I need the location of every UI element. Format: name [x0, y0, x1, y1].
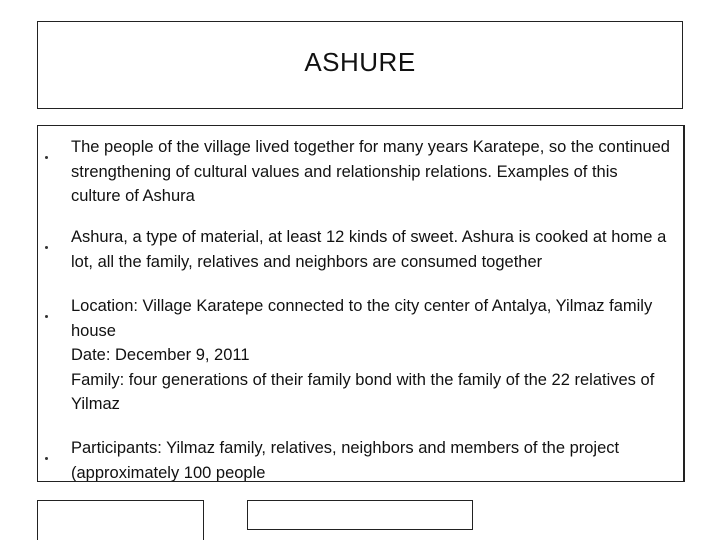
bullet-text: Participants: Yilmaz family, relatives, neighbors and members of the project (approximately 100 people	[71, 439, 620, 482]
bullet-dot-icon	[45, 246, 48, 249]
bullet-dot-icon	[45, 315, 48, 318]
content-box	[37, 125, 685, 482]
bullet-text: Ashura, a type of material, at least 12 kinds of sweet. Ashura is cooked at home a lot, all the family, relatives and neighbors are consumed together	[71, 228, 667, 271]
slide-title: ASHURE	[304, 46, 416, 77]
bullet-dot-icon	[45, 457, 48, 460]
footer-placeholder-center	[247, 500, 473, 530]
bullet-text: Location: Village Karatepe connected to the city center of Antalya, Yilmaz family house Date: December 9, 2011 Family: four generations of their family bond with the family of the 22 relatives of Yilmaz	[71, 297, 655, 413]
bullet-dot-icon	[45, 156, 48, 159]
title-box	[37, 21, 683, 109]
footer-placeholder-left	[37, 500, 204, 540]
bullet-text: The people of the village lived together for many years Karatepe, so the continued strengthening of cultural values and relationship relations. Examples of this culture of Ashura	[71, 138, 670, 205]
